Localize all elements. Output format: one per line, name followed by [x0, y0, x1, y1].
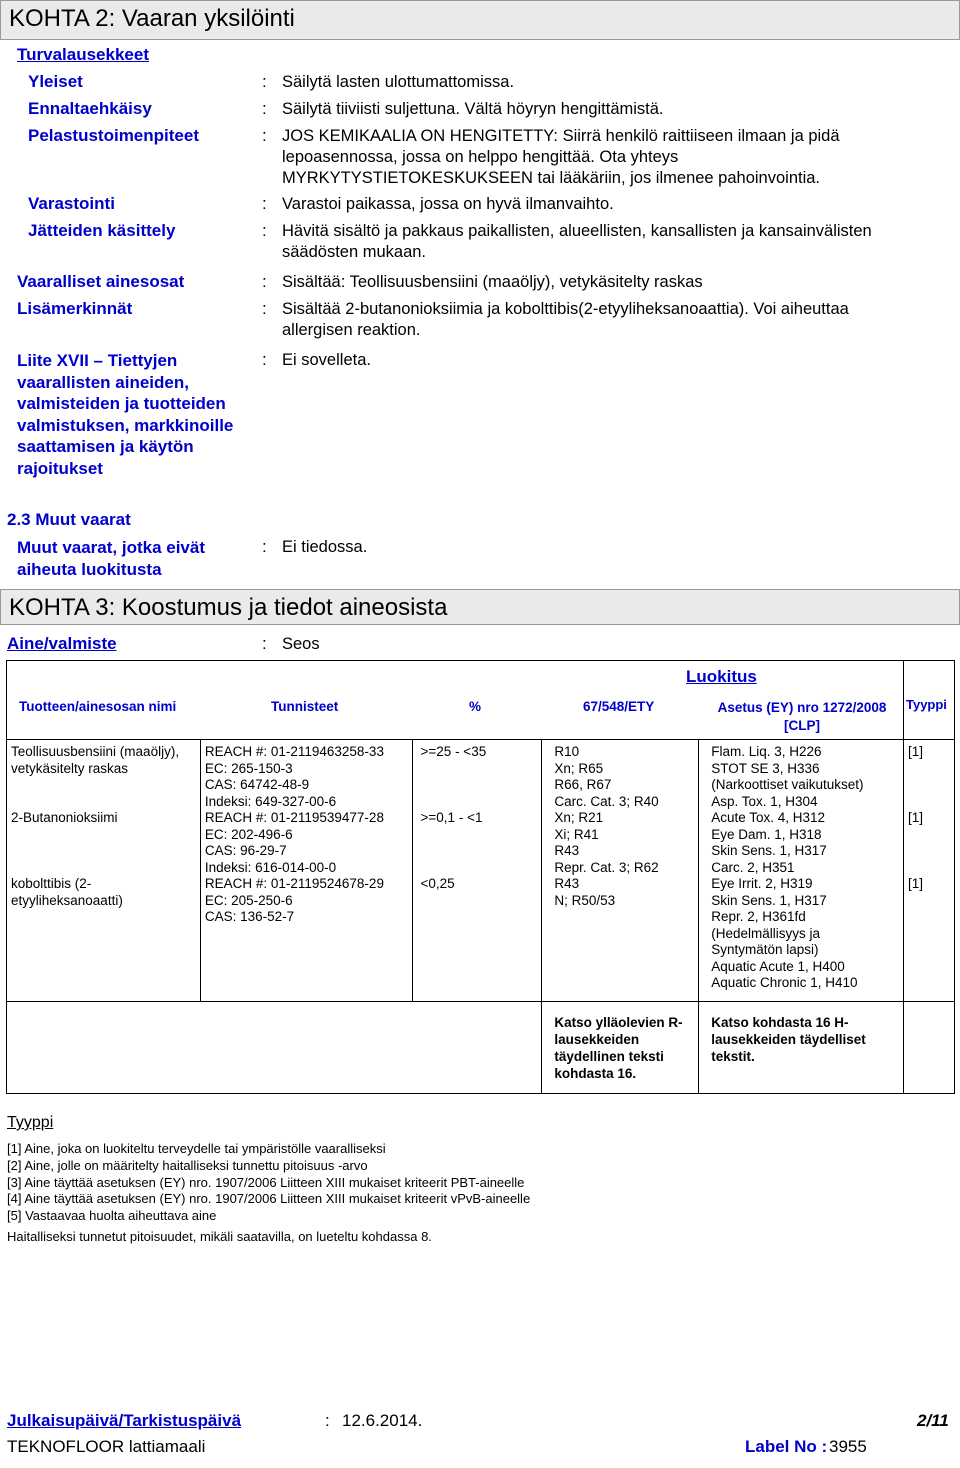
identifier: REACH #: 01-2119539477-28 — [204, 810, 384, 825]
clp-entry: STOT SE 3, H336 — [711, 760, 820, 776]
percent-2: >=0,1 - <1 — [420, 810, 483, 825]
section-3-title-text: KOHTA 3: Koostumus ja tiedot aineosista — [9, 594, 448, 621]
type-2: [1] — [907, 810, 923, 825]
header-percent: % — [469, 699, 482, 714]
note-eec — [542, 1002, 699, 1094]
identifiers-cell — [200, 740, 412, 1002]
colon: : — [325, 1411, 330, 1430]
colon: : — [262, 272, 267, 291]
identifier: CAS: 64742-48-9 — [204, 777, 310, 792]
percent-3: <0,25 — [420, 876, 455, 891]
footer-page: 2/11 — [917, 1411, 949, 1430]
table-header-cell — [7, 661, 904, 740]
colon: : — [262, 634, 267, 653]
row-label-general: Yleiset — [28, 72, 83, 91]
type-3: [1] — [907, 876, 923, 891]
notes-empty-cell — [7, 1002, 542, 1094]
header-type: Tyyppi — [905, 697, 947, 712]
names-cell — [7, 740, 201, 1002]
clp-entry: Asp. Tox. 1, H304 — [711, 793, 818, 809]
percents-cell — [412, 740, 542, 1002]
types-cell — [903, 740, 954, 1002]
footer-date-label: Julkaisupäivä/Tarkistuspäivä — [7, 1411, 242, 1430]
percent-1: >=25 - <35 — [420, 744, 487, 759]
identifier: Indeksi: 649-327-00-6 — [204, 793, 337, 809]
row-label-supplemental: Lisämerkinnät — [17, 299, 133, 318]
clp-entry: Eye Irrit. 2, H319 — [711, 876, 813, 891]
name-1: Teollisuusbensiini (maaöljy), vetykäsitelty raskas — [11, 744, 180, 776]
row-label-response: Pelastustoimenpiteet — [28, 126, 199, 145]
type-heading: Tyyppi — [7, 1114, 54, 1131]
row-label-disposal: Jätteiden käsittely — [28, 221, 176, 240]
eec-entry: Xi; R41 — [554, 826, 599, 842]
type-note: [4] Aine täyttää asetuksen (EY) nro. 1907/2006 Liitteen XIII mukaiset kriteerit vPvB-aineelle — [7, 1191, 531, 1206]
header-type-cell — [903, 661, 954, 740]
eec-cell — [542, 740, 699, 1002]
other-hazards-value: Ei tiedossa. — [282, 538, 368, 556]
substance-value: Seos — [282, 635, 320, 653]
clp-entry: Flam. Liq. 3, H226 — [711, 744, 822, 759]
row-value-prevention: Säilytä tiiviisti suljettuna. Vältä höyryn hengittämistä. — [282, 100, 664, 118]
section-2-title — [0, 0, 960, 40]
colon: : — [262, 221, 267, 240]
identifier: Indeksi: 616-014-00-0 — [204, 859, 337, 875]
row-value-supplemental: Sisältää 2-butanonioksiimia ja kobolttibis(2-etyyliheksanoaattia). Voi aiheuttaa allergisen reaktion. — [282, 300, 849, 339]
footer-label-no-label: Label No : — [745, 1437, 828, 1456]
other-hazards-heading: 2.3 Muut vaarat — [7, 510, 131, 529]
row-value-response: JOS KEMIKAALIA ON HENGITETTY: Siirrä henkilö raittiiseen ilmaan ja pidä lepoasennossa, jossa on helppo hengittää. Ota yhteys MYRKYTYSTIETOKESKUKSEEN tai lääkäriin, jos ilmenee pahoinvointia. — [282, 127, 840, 187]
clp-entry: Syntymätön lapsi) — [711, 942, 819, 957]
eec-entry: Carc. Cat. 3; R40 — [554, 793, 659, 809]
name-2: 2-Butanonioksiimi — [11, 810, 118, 825]
eec-entry: R43 — [554, 876, 580, 891]
colon: : — [262, 194, 267, 213]
colon: : — [262, 537, 267, 556]
identifier: EC: 202-496-6 — [204, 826, 293, 842]
row-label-hazardous: Vaaralliset ainesosat — [17, 272, 185, 291]
classification-header: Luokitus — [686, 667, 757, 686]
clp-cell — [699, 740, 904, 1002]
clp-entry: Aquatic Chronic 1, H410 — [711, 975, 858, 990]
clp-entry: Skin Sens. 1, H317 — [711, 843, 827, 858]
type-note: [1] Aine, joka on luokiteltu terveydelle tai ympäristölle vaaralliseksi — [7, 1141, 386, 1156]
colon: : — [262, 72, 267, 91]
row-value-hazardous: Sisältää: Teollisuusbensiini (maaöljy), vetykäsitelty raskas — [282, 273, 703, 291]
colon: : — [262, 350, 267, 369]
note-clp-text: Katso kohdasta 16 H-lausekkeiden täydelliset tekstit. — [711, 1015, 866, 1064]
identifier: CAS: 96-29-7 — [204, 843, 287, 858]
row-label-annex-xvii: Liite XVII – Tiettyjen vaarallisten aineiden, valmisteiden ja tuotteiden valmistuksen, markkinoille saattamisen ja käytön rajoitukset — [17, 351, 234, 478]
header-name: Tuotteen/ainesosan nimi — [19, 699, 177, 714]
header-eec: 67/548/ETY — [583, 699, 655, 714]
eec-entry: N; R50/53 — [554, 892, 616, 908]
footer-product: TEKNOFLOOR lattiamaali — [7, 1437, 206, 1456]
row-value-disposal: Hävitä sisältö ja pakkaus paikallisten, alueellisten, kansallisten ja kansainvälisten säädösten mukaan. — [282, 222, 872, 261]
other-hazards-label: Muut vaarat, jotka eivät aiheuta luokitusta — [17, 538, 206, 579]
note-clp — [699, 1002, 904, 1094]
notes-type-cell — [903, 1002, 954, 1094]
footer-label-no-value: 3955 — [829, 1437, 867, 1456]
row-label-prevention: Ennaltaehkäisy — [28, 99, 152, 118]
eec-entry: Repr. Cat. 3; R62 — [554, 859, 659, 875]
clp-entry: Eye Dam. 1, H318 — [711, 826, 822, 842]
name-3: kobolttibis (2-etyyliheksanoaatti) — [11, 876, 123, 908]
clp-entry: Carc. 2, H351 — [711, 859, 795, 875]
row-value-storage: Varastoi paikassa, jossa on hyvä ilmanvaihto. — [282, 195, 614, 213]
identifier: EC: 205-250-6 — [204, 892, 293, 908]
section-2-title-text: KOHTA 2: Vaaran yksilöinti — [9, 5, 295, 32]
type-note: [3] Aine täyttää asetuksen (EY) nro. 1907/2006 Liitteen XIII mukaiset kriteerit PBT-aineelle — [7, 1175, 525, 1190]
clp-entry: (Hedelmällisyys ja — [711, 925, 820, 941]
identifier: CAS: 136-52-7 — [204, 909, 295, 924]
clp-entry: (Narkoottiset vaikutukset) — [711, 777, 864, 792]
eec-entry: R43 — [554, 843, 580, 858]
clp-entry: Repr. 2, H361fd — [711, 909, 806, 924]
clp-entry: Acute Tox. 4, H312 — [711, 810, 826, 825]
row-label-storage: Varastointi — [28, 194, 115, 213]
note-eec-text: Katso ylläolevien R-lausekkeiden täydellinen teksti kohdasta 16. — [554, 1015, 683, 1081]
section-3-title — [0, 589, 960, 625]
eec-entry: Xn; R21 — [554, 810, 604, 825]
identifier: REACH #: 01-2119524678-29 — [204, 876, 384, 891]
type-note: [5] Vastaavaa huolta aiheuttava aine — [7, 1208, 217, 1223]
type-1: [1] — [907, 744, 923, 759]
row-value-general: Säilytä lasten ulottumattomissa. — [282, 73, 515, 91]
clp-entry: Skin Sens. 1, H317 — [711, 892, 827, 908]
eec-entry: Xn; R65 — [554, 760, 604, 776]
footnote: Haitalliseksi tunnetut pitoisuudet, mikäli saatavilla, on lueteltu kohdassa 8. — [7, 1229, 432, 1244]
safety-phrases-heading: Turvalausekkeet — [17, 45, 149, 64]
header-clp: Asetus (EY) nro 1272/2008 [CLP] — [717, 700, 887, 733]
identifier: REACH #: 01-2119463258-33 — [204, 744, 384, 759]
colon: : — [262, 299, 267, 318]
composition-table — [6, 660, 955, 1094]
colon: : — [262, 126, 267, 145]
eec-entry: R10 — [554, 744, 580, 759]
row-value-annex-xvii: Ei sovelleta. — [282, 351, 371, 369]
substance-label: Aine/valmiste — [7, 634, 117, 653]
clp-entry: Aquatic Acute 1, H400 — [711, 958, 845, 974]
type-note: [2] Aine, jolle on määritelty haitalliseksi tunnettu pitoisuus -arvo — [7, 1158, 368, 1173]
footer-date-value: 12.6.2014. — [342, 1411, 423, 1430]
eec-entry: R66, R67 — [554, 777, 612, 792]
header-identifiers: Tunnisteet — [271, 699, 339, 714]
identifier: EC: 265-150-3 — [204, 760, 293, 776]
colon: : — [262, 99, 267, 118]
